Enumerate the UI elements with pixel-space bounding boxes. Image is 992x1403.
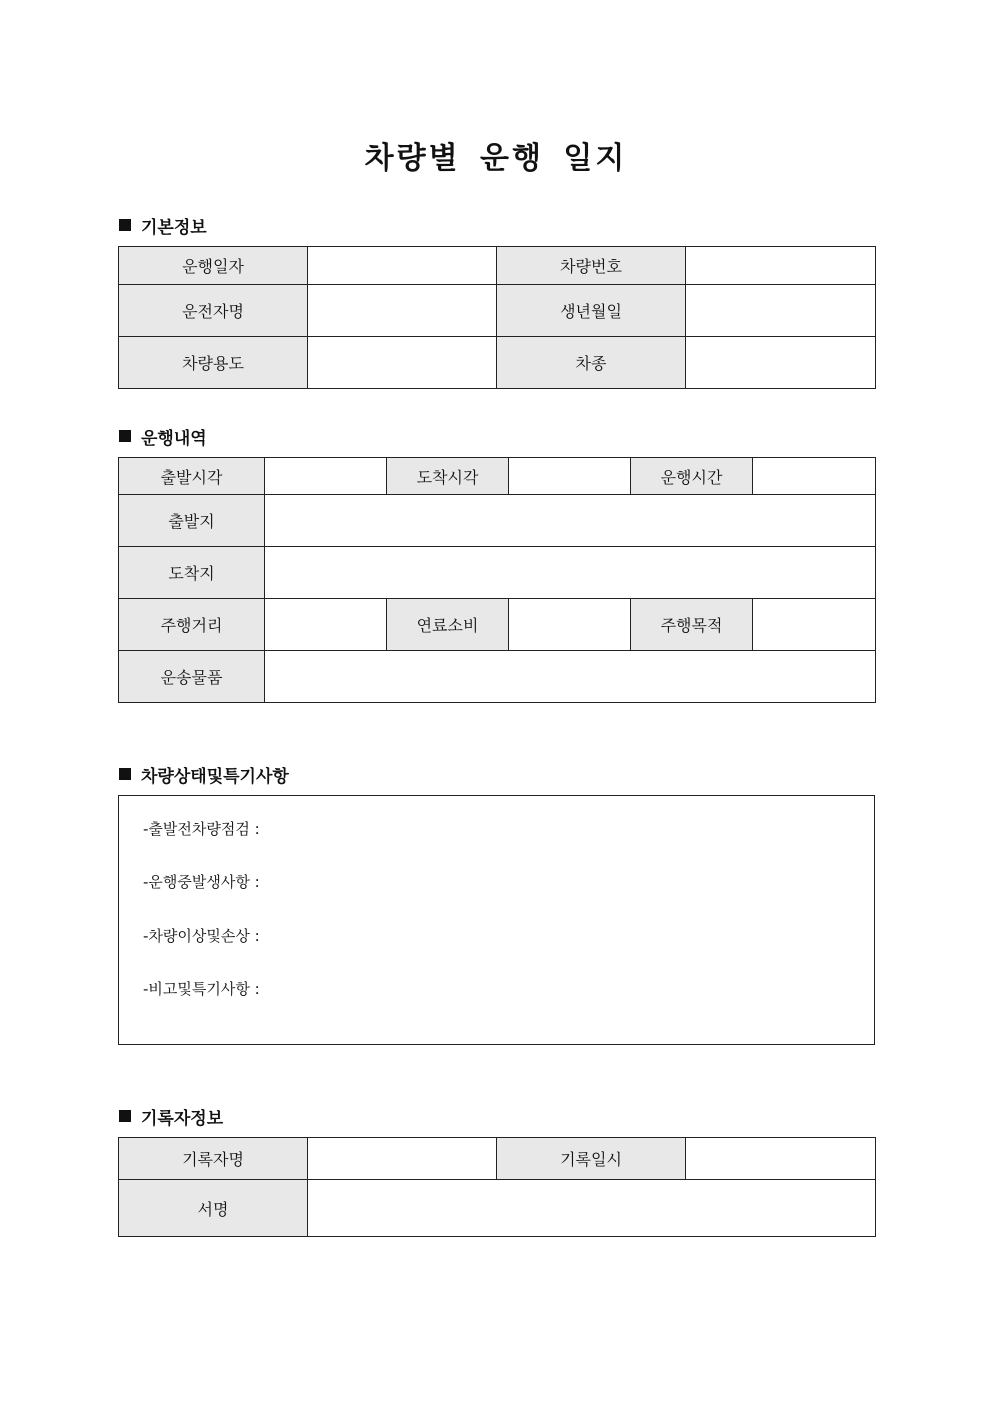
note-remarks: -비고및특기사항 : — [143, 980, 260, 998]
field-vehicle-type[interactable] — [686, 337, 876, 389]
label-signature: 서명 — [119, 1180, 308, 1237]
table-row — [119, 1180, 876, 1237]
label-destination: 도착지 — [119, 547, 265, 599]
label-departure-time: 출발시각 — [119, 458, 265, 495]
table-row — [119, 1138, 876, 1180]
table-row — [119, 651, 876, 703]
label-arrival-time: 도착시각 — [387, 458, 509, 495]
field-distance[interactable] — [265, 599, 387, 651]
trip-table — [118, 457, 876, 703]
section-basic-heading — [119, 213, 207, 237]
field-signature[interactable] — [308, 1180, 876, 1237]
field-birth-date[interactable] — [686, 285, 876, 337]
field-purpose[interactable] — [753, 599, 876, 651]
table-row — [119, 495, 876, 547]
section-recorder-heading — [119, 1104, 223, 1128]
page-title: 차량별 운행 일지 — [364, 141, 628, 176]
table-row — [119, 337, 876, 389]
section-condition-title: 차량상태및특기사항 — [141, 766, 289, 787]
field-origin[interactable] — [265, 495, 876, 547]
label-vehicle-number: 차량번호 — [497, 247, 686, 285]
table-row — [119, 247, 876, 285]
field-destination[interactable] — [265, 547, 876, 599]
field-arrival-time[interactable] — [509, 458, 631, 495]
label-purpose: 주행목적 — [631, 599, 753, 651]
table-row — [119, 285, 876, 337]
section-trip-title: 운행내역 — [141, 428, 207, 449]
square-bullet-icon — [119, 768, 131, 780]
recorder-table — [118, 1137, 876, 1237]
label-recorder-name: 기록자명 — [119, 1138, 308, 1180]
field-vehicle-use[interactable] — [308, 337, 497, 389]
section-basic-title: 기본정보 — [141, 217, 207, 238]
note-during-drive: -운행중발생사항 : — [143, 873, 260, 891]
field-cargo[interactable] — [265, 651, 876, 703]
section-trip-heading — [119, 424, 207, 448]
label-fuel: 연료소비 — [387, 599, 509, 651]
label-vehicle-type: 차종 — [497, 337, 686, 389]
note-pre-departure-check: -출발전차량점검 : — [143, 820, 260, 838]
label-duration: 운행시간 — [631, 458, 753, 495]
square-bullet-icon — [119, 219, 131, 231]
label-cargo: 운송물품 — [119, 651, 265, 703]
table-row — [119, 547, 876, 599]
square-bullet-icon — [119, 1110, 131, 1122]
table-row — [119, 458, 876, 495]
field-driver-name[interactable] — [308, 285, 497, 337]
label-origin: 출발지 — [119, 495, 265, 547]
label-vehicle-use: 차량용도 — [119, 337, 308, 389]
field-drive-date[interactable] — [308, 247, 497, 285]
label-driver-name: 운전자명 — [119, 285, 308, 337]
field-duration[interactable] — [753, 458, 876, 495]
section-condition-heading — [119, 762, 289, 786]
section-recorder-title: 기록자정보 — [141, 1108, 224, 1129]
field-fuel[interactable] — [509, 599, 631, 651]
field-departure-time[interactable] — [265, 458, 387, 495]
note-vehicle-damage: -차량이상및손상 : — [143, 927, 260, 945]
table-row — [119, 599, 876, 651]
label-birth-date: 생년월일 — [497, 285, 686, 337]
label-record-date: 기록일시 — [497, 1138, 686, 1180]
basic-info-table — [118, 246, 876, 389]
condition-notes-box[interactable] — [118, 795, 875, 1045]
field-recorder-name[interactable] — [308, 1138, 497, 1180]
field-record-date[interactable] — [686, 1138, 876, 1180]
square-bullet-icon — [119, 430, 131, 442]
label-distance: 주행거리 — [119, 599, 265, 651]
field-vehicle-number[interactable] — [686, 247, 876, 285]
label-drive-date: 운행일자 — [119, 247, 308, 285]
